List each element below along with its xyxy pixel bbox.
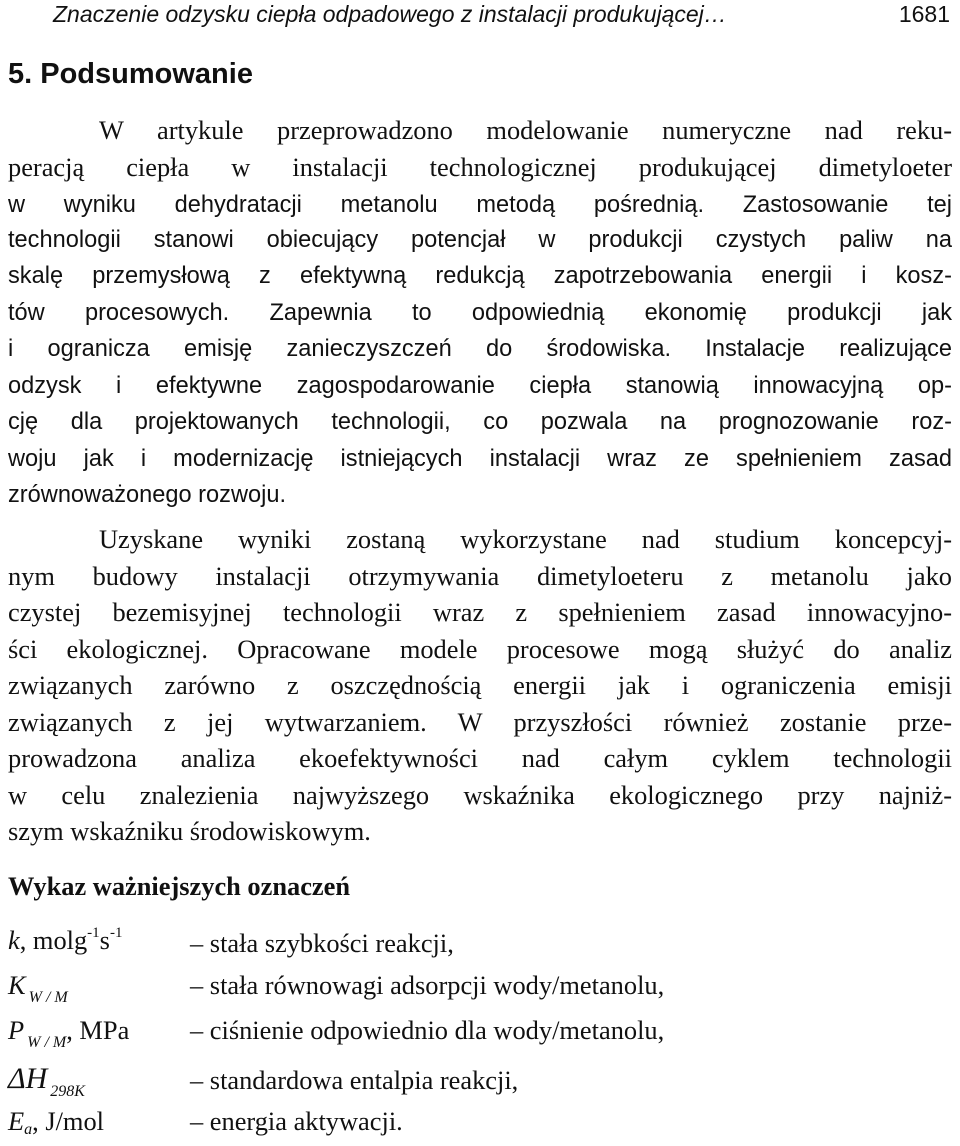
text-line <box>8 185 952 222</box>
symbol-dH <box>8 1062 198 1100</box>
symbol-Ea <box>8 1106 198 1137</box>
text-line: szym wskaźniku środowiskowym. <box>8 816 371 846</box>
section-title: 5. Podsumowanie <box>8 58 253 90</box>
symbol-description: – standardowa entalpia reakcji, <box>190 1065 519 1095</box>
text-span: w wyniku dehydratacji metanolu metodą pośrednią. <box>8 192 705 218</box>
symbol-unit: , MPa <box>66 1015 130 1045</box>
symbol-K <box>8 970 198 1006</box>
text-line <box>8 704 952 741</box>
symbol-letter: P <box>8 1015 25 1045</box>
text-line: prowadzona analiza ekoefektywności nad całym cyklem technologii <box>8 743 952 773</box>
symbol-k <box>8 925 198 956</box>
subscript: 298K <box>50 1083 85 1100</box>
text-line: nym budowy instalacji otrzymywania dimetyloeteru z metanolu jako <box>8 560 952 591</box>
text-line: odzysk i efektywne zagospodarowanie ciepła stanowią innowacyjną op- <box>8 372 952 399</box>
symbol-description: – stała równowagi adsorpcji wody/metanolu, <box>190 970 665 1000</box>
text-line: W artykule przeprowadzono modelowanie numeryczne nad reku- <box>99 115 952 145</box>
text-line: związanych zarówno z oszczędnością energii jak i ograniczenia emisji <box>8 670 952 700</box>
paragraph-2 <box>8 521 952 850</box>
page-number: 1681 <box>898 1 950 27</box>
text-line: skalę przemysłową z efektywną redukcją zapotrzebowania energii i kosz- <box>8 263 952 289</box>
paragraph-1 <box>8 112 952 514</box>
text-line: peracją ciepła w instalacji technologicznej produkującej dimetyloeter <box>8 151 952 182</box>
text-line <box>8 631 952 668</box>
symbol-description: – stała szybkości reakcji, <box>190 928 454 958</box>
text-span: Zastosowanie tej <box>704 192 952 218</box>
text-line: technologii stanowi obiecujący potencjał w produkcji czystych paliw na <box>8 226 952 253</box>
text-line: czystej bezemisyjnej technologii wraz z spełnieniem zasad innowacyjno- <box>8 597 952 627</box>
symbol-letter: E <box>8 1106 25 1136</box>
symbol-description: – energia aktywacji. <box>190 1106 403 1136</box>
text-line: Uzyskane wyniki zostaną wykorzystane nad studium koncepcyj- <box>99 524 952 554</box>
running-title: Znaczenie odzysku ciepła odpadowego z instalacji produkującej… <box>53 1 727 27</box>
symbol-unit: , J/mol <box>32 1106 104 1136</box>
subscript: W / M <box>28 989 68 1006</box>
text-line: zrównoważonego rozwoju. <box>8 482 287 508</box>
text-line: cję dla projektowanych technologii, co pozwala na prognozowanie roz- <box>8 409 952 435</box>
symbol-letter: k <box>8 925 20 955</box>
text-line: w celu znalezienia najwyższego wskaźnika ekologicznego przy najniż- <box>8 779 952 810</box>
text-span: Instalacje realizujące <box>671 336 952 362</box>
subscript: a <box>24 1121 33 1138</box>
text-line: tów procesowych. Zapewnia to odpowiednią ekonomię produkcji jak <box>8 299 952 326</box>
symbol-unit: , molg <box>19 925 88 955</box>
superscript: -1 <box>87 925 100 941</box>
symbol-description: – ciśnienie odpowiednio dla wody/metanolu, <box>190 1015 665 1045</box>
text-line <box>8 331 952 368</box>
running-header <box>50 0 950 30</box>
symbol-letter: K <box>8 970 26 1000</box>
symbols-title: Wykaz ważniejszych oznaczeń <box>8 871 351 901</box>
text-line: woju jak i modernizację istniejących instalacji wraz ze spełnieniem zasad <box>8 445 952 472</box>
text-span: związanych z jej wytwarzaniem. <box>8 706 427 737</box>
text-span: W przyszłości również zostanie prze- <box>426 706 952 737</box>
superscript: -1 <box>109 925 123 941</box>
text-span: i ogranicza emisję zanieczyszczeń do środowiska. <box>8 336 672 362</box>
symbol-unit: s <box>99 925 110 955</box>
subscript: W / M <box>27 1034 67 1051</box>
text-span: Opracowane modele procesowe mogą służyć do analiz <box>207 633 952 664</box>
symbol-letter: ΔH <box>8 1062 48 1095</box>
text-span: ści ekologicznej. <box>8 633 208 664</box>
symbol-P <box>8 1015 198 1051</box>
